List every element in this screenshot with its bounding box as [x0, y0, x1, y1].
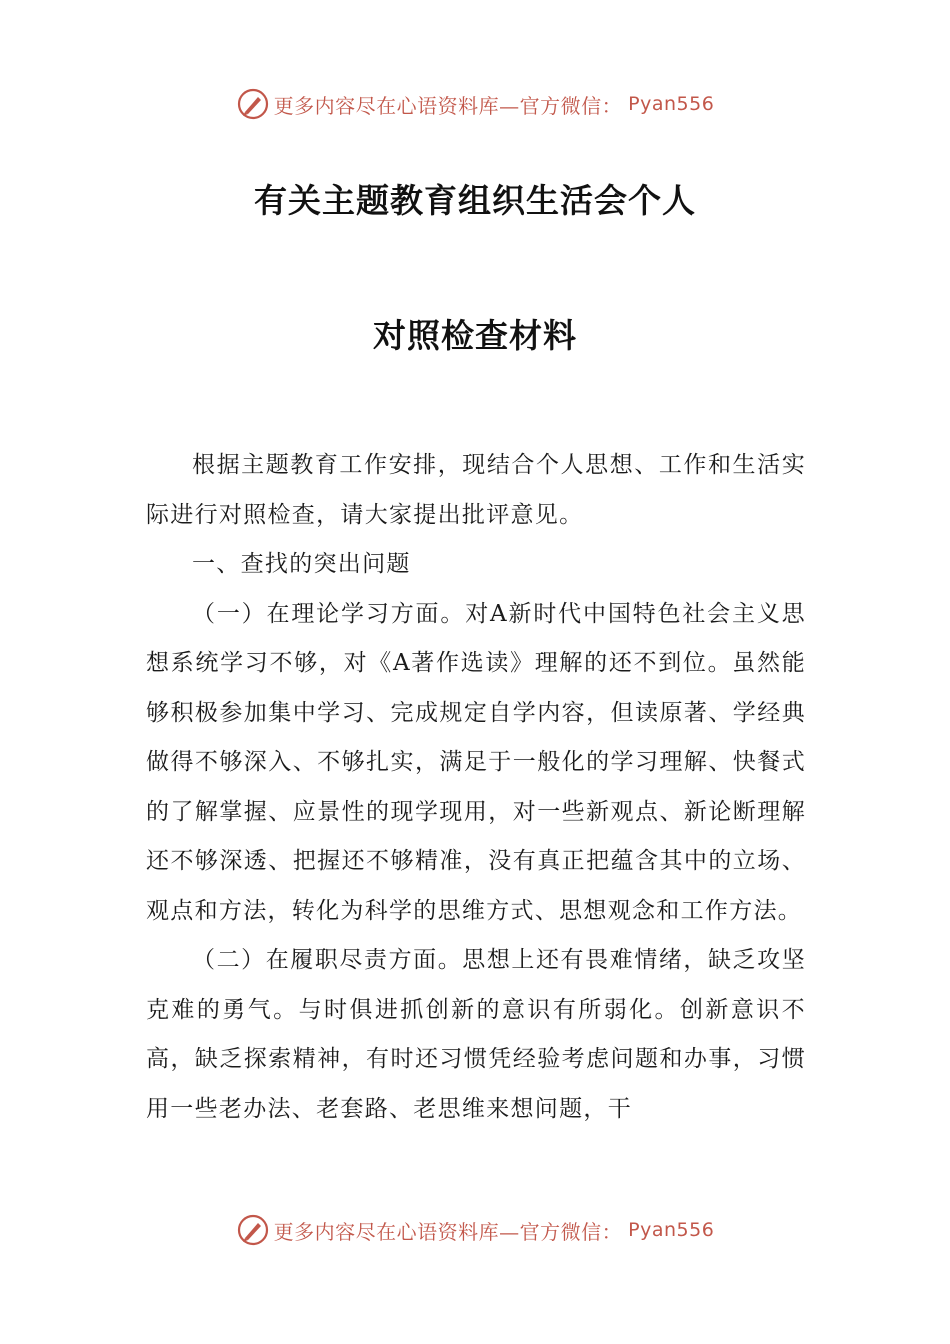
banner-wechat-id: Pyan556 [628, 93, 715, 115]
paragraph-duty: （二）在履职尽责方面。思想上还有畏难情绪，缺乏攻坚克难的勇气。与时俱进抓创新的意识有所弱化。创新意识不高，缺乏探索精神，有时还习惯凭经验考虑问题和办事，习惯用一些老办法、老套路、老思维来想问题，干 [146, 947, 806, 1122]
paragraph-theory-study: （一）在理论学习方面。对A新时代中国特色社会主义思想系统学习不够，对《A著作选读》理解的还不到位。虽然能够积极参加集中学习、完成规定自学内容，但读原著、学经典做得不够深入、不够扎实，满足于一般化的学习理解、快餐式的了解掌握、应景性的现学现用，对一些新观点、新论断理解还不够深透、把握还不够精准，没有真正把蕴含其中的立场、观点和方法，转化为科学的思维方式、思想观念和工作方法。 [146, 600, 806, 924]
header-watermark-banner [0, 84, 950, 124]
paragraph-intro: 根据主题教育工作安排，现结合个人思想、工作和生活实际进行对照检查，请大家提出批评意见。 [146, 452, 806, 528]
section-heading-1: 一、查找的突出问题 [192, 551, 411, 577]
footer-watermark-banner [0, 1210, 950, 1250]
pen-logo-icon [236, 87, 270, 121]
document-title-line2: 对照检查材料 [373, 316, 577, 355]
banner-wechat-id: Pyan556 [628, 1219, 715, 1241]
document-title-line1: 有关主题教育组织生活会个人 [254, 181, 696, 220]
banner-text: 更多内容尽在心语资料库—官方微信： [273, 1219, 623, 1244]
pen-logo-icon [236, 1213, 270, 1247]
banner-text: 更多内容尽在心语资料库—官方微信： [273, 93, 623, 118]
document-body [146, 441, 806, 1134]
